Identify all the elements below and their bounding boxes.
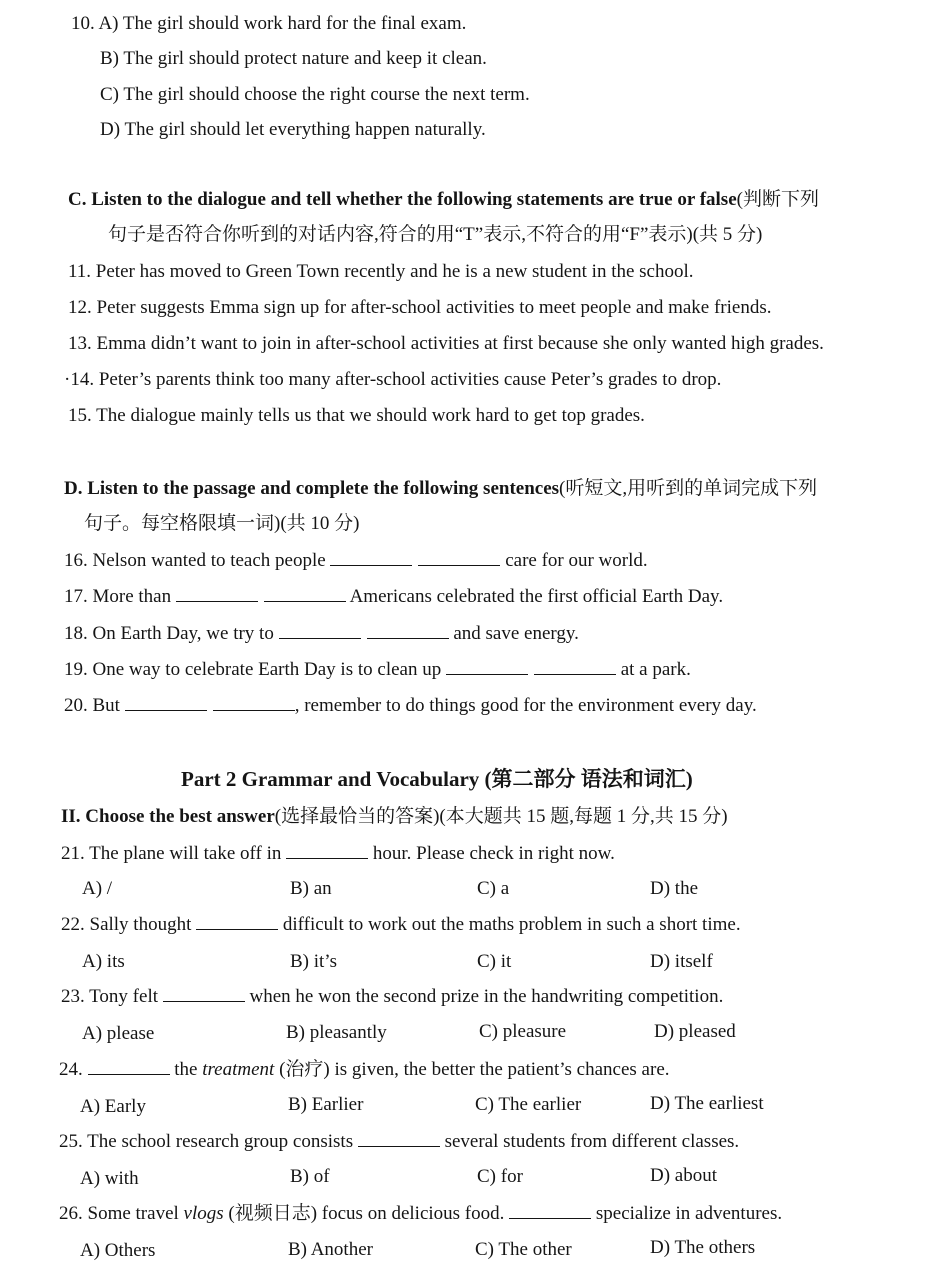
q25-option-c[interactable]: C) for [477, 1166, 523, 1187]
question-25 [59, 1130, 739, 1154]
answer-blank[interactable] [367, 622, 449, 639]
question-25-pre: 25. The school research group consists [59, 1131, 354, 1152]
answer-blank[interactable] [534, 658, 616, 675]
sentence-16-post: care for our world. [505, 550, 648, 571]
section-ii-title-en: II. Choose the best answer [61, 806, 275, 827]
question-22 [61, 913, 741, 937]
q23-option-a[interactable]: A) please [82, 1023, 155, 1044]
question-22-pre: 22. Sally thought [61, 914, 192, 935]
q26-option-d[interactable]: D) The others [650, 1237, 756, 1258]
q22-option-d[interactable]: D) itself [650, 951, 713, 972]
q23-option-c[interactable]: C) pleasure [479, 1021, 567, 1042]
q21-option-c[interactable]: C) a [477, 878, 510, 899]
q22-option-b[interactable]: B) it’s [290, 951, 337, 972]
sentence-20 [64, 694, 757, 718]
question-24-term: treatment [202, 1059, 275, 1080]
sentence-20-pre: 20. But [64, 695, 120, 716]
question-21 [61, 842, 615, 866]
section-d-title-cn2: 句子。每空格限填一词)(共 10 分) [84, 513, 360, 534]
section-c-title-cn1: (判断下列 [736, 189, 819, 210]
question-23 [61, 985, 723, 1009]
sentence-19-post: at a park. [620, 659, 691, 680]
statement-11: 11. Peter has moved to Green Town recently and he is a new student in the school. [68, 261, 694, 282]
sentence-19 [64, 658, 691, 682]
q21-option-b[interactable]: B) an [290, 878, 332, 899]
answer-blank[interactable] [330, 549, 412, 566]
answer-blank[interactable] [509, 1202, 591, 1219]
section-d-title-cn1: (听短文,用听到的单词完成下列 [559, 478, 818, 499]
answer-blank[interactable] [446, 658, 528, 675]
answer-blank[interactable] [358, 1130, 440, 1147]
answer-blank[interactable] [163, 985, 245, 1002]
q10-option-d: D) The girl should let everything happen naturally. [100, 119, 486, 140]
section-c-title-cn2: 句子是否符合你听到的对话内容,符合的用“T”表示,不符合的用“F”表示)(共 5 分) [108, 224, 763, 245]
q24-option-c[interactable]: C) The earlier [475, 1094, 582, 1115]
question-26 [59, 1202, 782, 1226]
q25-option-a[interactable]: A) with [80, 1168, 139, 1189]
q10-option-c: C) The girl should choose the right course the next term. [100, 84, 530, 105]
answer-blank[interactable] [286, 842, 368, 859]
answer-blank[interactable] [196, 913, 278, 930]
q26-option-a[interactable]: A) Others [80, 1240, 156, 1261]
section-d-heading [64, 477, 817, 501]
question-23-post: when he won the second prize in the handwriting competition. [249, 986, 724, 1007]
answer-blank[interactable] [176, 585, 258, 602]
question-24-pre: 24. [59, 1059, 83, 1080]
q24-option-b[interactable]: B) Earlier [288, 1094, 364, 1115]
sentence-16 [64, 549, 648, 573]
answer-blank[interactable] [279, 622, 361, 639]
section-d-title-en: D. Listen to the passage and complete the following sentences [64, 478, 560, 499]
q23-option-b[interactable]: B) pleasantly [286, 1022, 387, 1043]
q21-option-a[interactable]: A) / [82, 878, 113, 899]
statement-15: 15. The dialogue mainly tells us that we should work hard to get top grades. [68, 405, 645, 426]
answer-blank[interactable] [88, 1058, 170, 1075]
q10-option-b: B) The girl should protect nature and keep it clean. [100, 48, 487, 69]
q25-option-b[interactable]: B) of [290, 1166, 330, 1187]
q22-option-a[interactable]: A) its [82, 951, 125, 972]
question-26-term: vlogs [183, 1203, 224, 1224]
q26-option-c[interactable]: C) The other [475, 1239, 572, 1260]
statement-13: 13. Emma didn’t want to join in after-school activities at first because she only wanted high grades. [68, 333, 824, 354]
statement-14: ·14. Peter’s parents think too many after-school activities cause Peter’s grades to drop. [64, 369, 722, 390]
q24-option-a[interactable]: A) Early [80, 1096, 146, 1117]
sentence-17-post: Americans celebrated the first official Earth Day. [349, 586, 724, 607]
question-24 [59, 1058, 670, 1082]
question-26-pre2: (视频日志) focus on delicious food. [228, 1203, 505, 1224]
question-21-post: hour. Please check in right now. [372, 843, 615, 864]
sentence-18-pre: 18. On Earth Day, we try to [64, 623, 274, 644]
sentence-18 [64, 622, 579, 646]
part-2-title: Part 2 Grammar and Vocabulary (第二部分 语法和词汇) [181, 767, 693, 791]
answer-blank[interactable] [213, 694, 295, 711]
sentence-16-pre: 16. Nelson wanted to teach people [64, 550, 326, 571]
sentence-17-pre: 17. More than [64, 586, 172, 607]
q23-option-d[interactable]: D) pleased [654, 1021, 736, 1042]
question-24-post2: (治疗) is given, the better the patient’s chances are. [279, 1059, 670, 1080]
question-22-post: difficult to work out the maths problem in such a short time. [282, 914, 741, 935]
section-ii-heading [61, 805, 728, 829]
q22-option-c[interactable]: C) it [477, 951, 512, 972]
answer-blank[interactable] [418, 549, 500, 566]
question-25-post: several students from different classes. [444, 1131, 740, 1152]
q26-option-b[interactable]: B) Another [288, 1239, 373, 1260]
section-c-heading [68, 188, 819, 212]
q24-option-d[interactable]: D) The earliest [650, 1093, 764, 1114]
section-ii-title-cn: (选择最恰当的答案)(本大题共 15 题,每题 1 分,共 15 分) [274, 806, 728, 827]
q21-option-d[interactable]: D) the [650, 878, 699, 899]
question-26-post: specialize in adventures. [595, 1203, 783, 1224]
answer-blank[interactable] [264, 585, 346, 602]
question-26-pre: 26. Some travel [59, 1203, 179, 1224]
q10-option-a: 10. A) The girl should work hard for the final exam. [71, 13, 467, 34]
sentence-19-pre: 19. One way to celebrate Earth Day is to clean up [64, 659, 442, 680]
question-23-pre: 23. Tony felt [61, 986, 159, 1007]
question-21-pre: 21. The plane will take off in [61, 843, 282, 864]
sentence-18-post: and save energy. [453, 623, 579, 644]
question-24-post: the [174, 1059, 198, 1080]
section-c-title-en: C. Listen to the dialogue and tell whether the following statements are true or false [68, 189, 737, 210]
q25-option-d[interactable]: D) about [650, 1165, 718, 1186]
answer-blank[interactable] [125, 694, 207, 711]
sentence-17 [64, 585, 723, 609]
sentence-20-post: , remember to do things good for the environment every day. [294, 695, 757, 716]
statement-12: 12. Peter suggests Emma sign up for after-school activities to meet people and make friends. [68, 297, 772, 318]
